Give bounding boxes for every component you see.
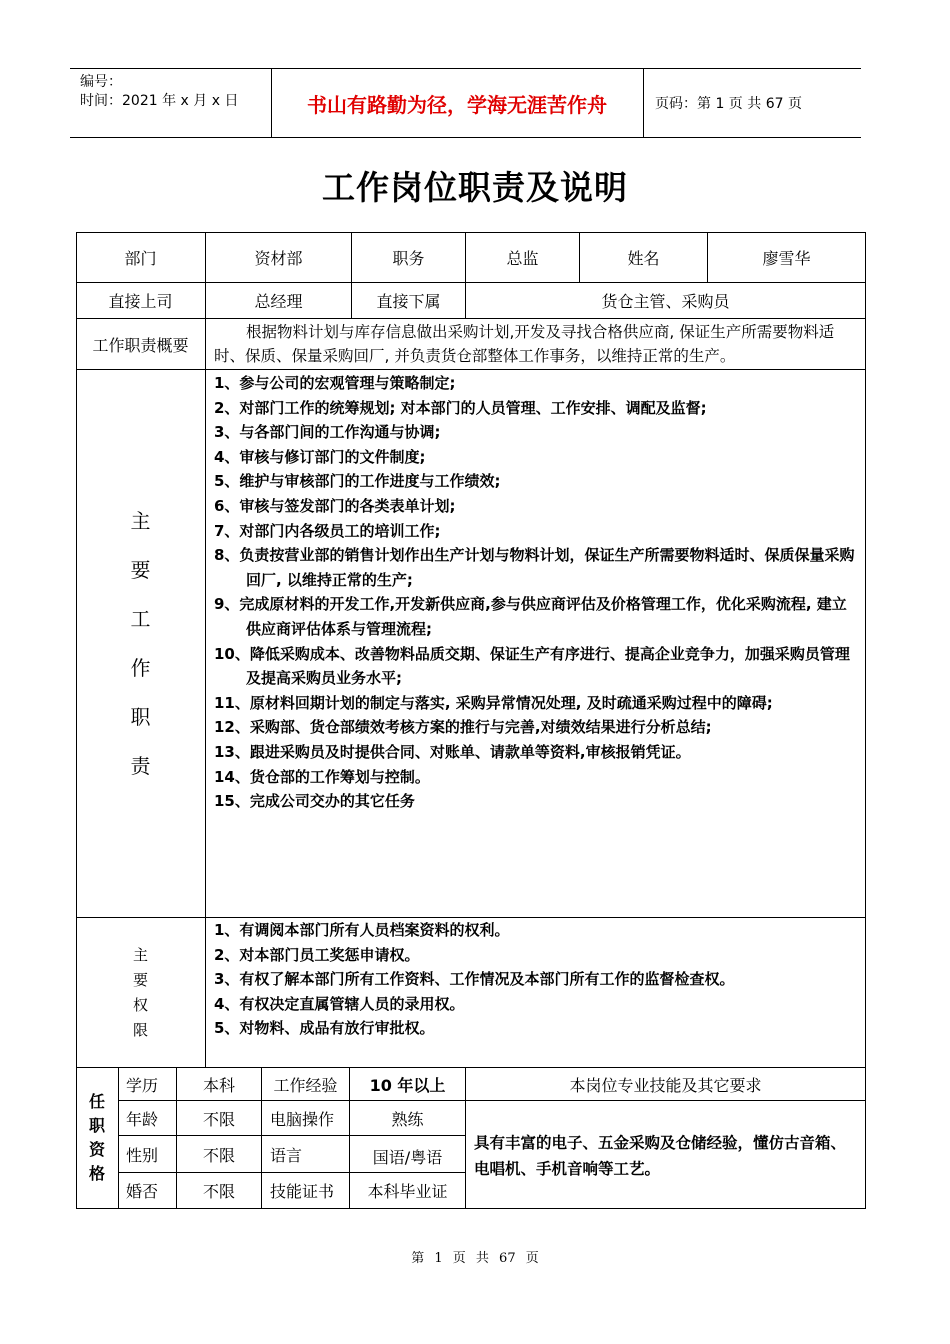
duties-list: [214, 371, 860, 814]
table-border: [118, 1067, 119, 1209]
superior-value: 总经理: [254, 292, 303, 311]
certificate-value: 本科毕业证: [367, 1182, 448, 1201]
list-item: 2、对部门工作的统筹规划; 对本部门的人员管理、工作安排、调配及监督;: [214, 398, 707, 417]
subordinate-label: 直接下属: [376, 292, 441, 311]
education-label: 学历: [126, 1075, 159, 1095]
list-item: 3、有权了解本部门所有工作资料、工作情况及本部门所有工作的监督检查权。: [214, 970, 735, 989]
doc-time: 时间：2021 年 x 月 x 日: [80, 93, 239, 109]
list-item: 13、跟进采购员及时提供合同、对账单、请款单等资料,审核报销凭证。: [214, 742, 691, 761]
dept-value: 资材部: [254, 248, 303, 268]
qualifications-label-char: 职: [88, 1116, 105, 1135]
education-value: 本科: [202, 1075, 235, 1095]
qualifications-label-char: 资: [88, 1140, 105, 1159]
list-item: 1、有调阅本部门所有人员档案资料的权利。: [214, 921, 510, 939]
page-header: [70, 68, 861, 138]
list-item: 3、与各部门间的工作沟通与协调;: [214, 423, 441, 442]
page-footer: 第 1 页 共 67 页: [411, 1251, 539, 1266]
header-divider: [643, 69, 644, 137]
age-label: 年龄: [126, 1109, 159, 1129]
duties-label-char: 职: [130, 704, 151, 729]
rights-label-char: 主: [132, 945, 148, 964]
subordinate-value: 货仓主管、采购员: [601, 292, 730, 311]
duties-label-char: 主: [130, 508, 151, 533]
job-description-form: [76, 232, 866, 1209]
duties-label-char: 作: [130, 655, 151, 680]
summary-label: 工作职责概要: [92, 335, 189, 355]
table-border: [205, 232, 206, 1068]
computer-value: 熟练: [391, 1109, 424, 1129]
duties-label-char: 要: [130, 557, 151, 582]
gender-value: 不限: [202, 1145, 235, 1165]
position-label: 职务: [392, 248, 425, 268]
summary-text: 根据物料计划与库存信息做出采购计划,开发及寻找合格供应商, 保证生产所需要物料适时、保质、保量采购回厂, 并负责货仓部整体工作事务，以维持正常的生产。: [214, 323, 835, 365]
duties-label-char: 责: [130, 753, 151, 778]
computer-label: 电脑操作: [270, 1109, 335, 1129]
rights-label-char: 权: [132, 995, 148, 1014]
qualifications-label-char: 任: [88, 1092, 105, 1111]
list-item: 5、维护与审核部门的工作进度与工作绩效;: [214, 472, 501, 491]
list-item: 6、审核与签发部门的各类表单计划;: [214, 496, 456, 515]
header-page-info: 页码：第 1 页 共 67 页: [655, 96, 802, 112]
language-label: 语言: [270, 1145, 303, 1165]
duties-label: [76, 370, 205, 917]
rights-label: [76, 918, 205, 1067]
list-item: 15、完成公司交办的其它任务: [214, 792, 415, 811]
list-item: 7、对部门内各级员工的培训工作;: [214, 521, 441, 540]
list-item: 11、原材料回期计划的制定与落实, 采购异常情况处理, 及时疏通采购过程中的障碍;: [214, 693, 773, 712]
list-item: 12、采购部、货仓部绩效考核方案的推行与完善,对绩效结果进行分析总结;: [214, 718, 712, 737]
list-item: 1、参与公司的宏观管理与策略制定;: [214, 374, 456, 392]
name-label: 姓名: [627, 248, 660, 268]
marital-label: 婚否: [126, 1182, 159, 1201]
language-value: 国语/粤语: [372, 1147, 443, 1167]
doc-number-label: 编号：: [80, 74, 122, 90]
header-motto: 书山有路勤为径，学海无涯苦作舟: [307, 92, 607, 117]
list-item: 8、负责按营业部的销售计划作出生产计划与物料计划，保证生产所需要物料适时、保质保量采购回厂, 以维持正常的生产;: [214, 546, 855, 589]
list-item: 5、对物料、成品有放行审批权。: [214, 1019, 435, 1038]
certificate-label: 技能证书: [270, 1182, 335, 1201]
age-value: 不限: [202, 1109, 235, 1129]
rights-label-char: 限: [132, 1020, 148, 1039]
rights-label-char: 要: [132, 970, 148, 989]
document-title: 工作岗位职责及说明: [322, 168, 628, 207]
header-meta: [80, 73, 238, 111]
marital-value: 不限: [202, 1182, 235, 1201]
list-item: 4、有权决定直属管辖人员的录用权。: [214, 994, 465, 1013]
position-value: 总监: [506, 248, 539, 268]
superior-label: 直接上司: [108, 292, 173, 311]
list-item: 2、对本部门员工奖惩申请权。: [214, 945, 420, 964]
rights-list: [214, 918, 860, 1041]
qualifications-label-char: 格: [88, 1164, 105, 1183]
dept-label: 部门: [124, 248, 157, 268]
name-value: 廖雪华: [762, 248, 811, 268]
list-item: 9、完成原材料的开发工作,开发新供应商,参与供应商评估及价格管理工作，优化采购流程, 建立供应商评估体系与管理流程;: [214, 595, 847, 638]
list-item: 4、审核与修订部门的文件制度;: [214, 447, 426, 466]
requirements-label: 本岗位专业技能及其它要求: [569, 1075, 762, 1095]
experience-value: 10 年以上: [369, 1075, 446, 1095]
experience-label: 工作经验: [273, 1075, 338, 1095]
table-border: [865, 232, 866, 1209]
duties-label-char: 工: [130, 606, 151, 631]
gender-label: 性别: [126, 1145, 159, 1165]
list-item: 14、货仓部的工作筹划与控制。: [214, 767, 430, 786]
list-item: 10、降低采购成本、改善物料品质交期、保证生产有序进行、提高企业竞争力，加强采购员管理及提高采购员业务水平;: [214, 644, 850, 688]
requirements-text: 具有丰富的电子、五金采购及仓储经验，懂仿古音箱、电唱机、手机音响等工艺。: [474, 1134, 847, 1178]
qualifications-label: [76, 1068, 118, 1208]
table-border: [76, 1208, 866, 1209]
